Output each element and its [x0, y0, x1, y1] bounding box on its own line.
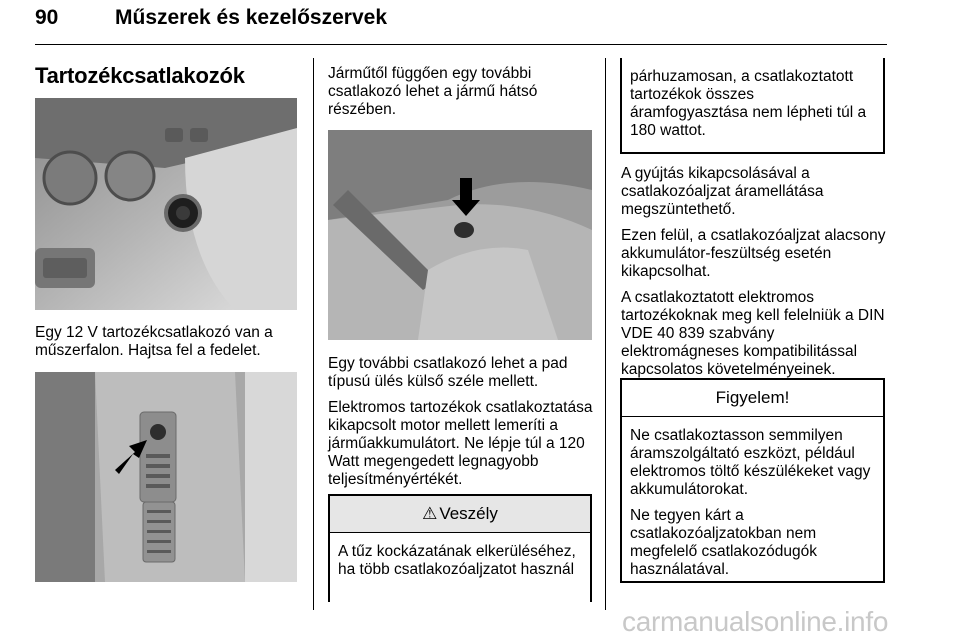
danger-box — [328, 494, 592, 602]
page-header — [35, 4, 887, 45]
watermark: carmanualsonline.info — [622, 606, 889, 637]
notice-box-body — [622, 417, 883, 579]
danger-box-text: A tűz kockázatának elkerüléséhez, ha több csatlakozóaljzatot használ — [338, 543, 576, 578]
column-divider-2 — [605, 58, 606, 610]
col1-paragraph — [35, 324, 305, 368]
notice-box-heading: Figyelem! — [622, 380, 883, 417]
section-title: Tartozékcsatlakozók — [35, 63, 245, 88]
col2-intro — [328, 65, 596, 127]
col2-body — [328, 355, 598, 497]
dashboard-socket-text: Egy 12 V tartozékcsatlakozó van a műszerfalon. Hajtsa fel a fedelet. — [35, 324, 273, 359]
side-socket-photo — [35, 372, 297, 582]
notice-box — [620, 378, 885, 583]
danger-box-continued — [620, 58, 885, 154]
notice-text-1: Ne csatlakoztasson semmilyen áramszolgáltató eszközt, például elektromos töltő készülékeket vagy akkumulátorokat. — [630, 427, 871, 498]
ignition-off-text: A gyújtás kikapcsolásával a csatlakozóaljzat áramellátása megszüntethető. — [621, 165, 824, 218]
column-divider-1 — [313, 58, 314, 610]
warning-triangle-icon: ⚠ — [422, 504, 438, 523]
notice-text-2: Ne tegyen kárt a csatlakozóaljzatokban nem megfelelő csatlakozódugók használatával. — [630, 507, 817, 578]
seat-socket-photo — [328, 130, 592, 340]
danger-box-continued-text: párhuzamosan, a csatlakoztatott tartozékok összes áramfogyasztása nem lépheti túl a 180 wattot. — [630, 68, 867, 139]
low-battery-text: Ezen felül, a csatlakozóaljzat alacsony akkumulátor-feszültség esetén kikapcsolhat. — [621, 227, 886, 280]
page-number: 90 — [35, 6, 59, 29]
power-limit-text: Elektromos tartozékok csatlakoztatása kikapcsolt motor mellett lemeríti a járműakkumulátort. Ne lépje túl a 120 Watt megengedett legnagyobb teljesítményértékét. — [328, 399, 593, 488]
dashboard-socket-photo — [35, 98, 297, 310]
chapter-title: Műszerek és kezelőszervek — [115, 6, 388, 29]
din-standard-text: A csatlakoztatott elektromos tartozékoknak meg kell felelniük a DIN VDE 40 839 szabvány elektromágneses kompatibilitással kapcsolatos követelményeinek. — [621, 289, 885, 378]
rear-socket-text: Járműtől függően egy további csatlakozó lehet a jármű hátsó részében. — [328, 65, 538, 118]
col3-body — [621, 165, 886, 387]
danger-box-body — [330, 533, 590, 579]
danger-box-heading: ⚠ Veszély — [330, 496, 590, 533]
bench-seat-socket-text: Egy további csatlakozó lehet a pad típusú ülés külső széle mellett. — [328, 355, 568, 390]
